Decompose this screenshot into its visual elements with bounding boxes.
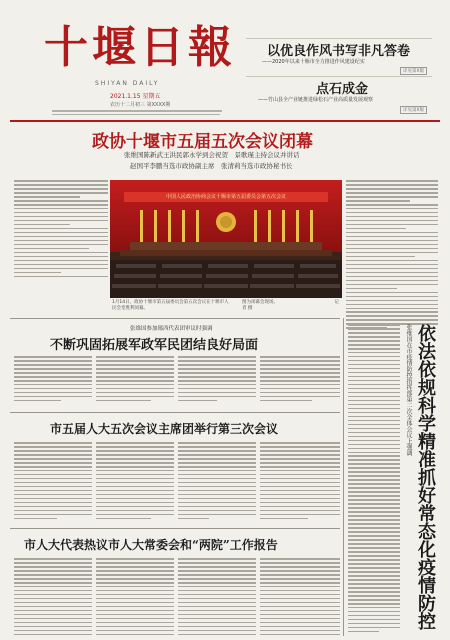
story4-body-col4 [260,558,340,638]
lead-photo-caption-left: 1月14日，政协十堰市第五届委员会第五次会议在十堰市人民会堂胜利闭幕。 [112,300,229,311]
ear-1-title: 以优良作风书写非凡答卷 [267,44,411,59]
ear-2-subtitle: ——竹山县全产业链推进绿松石产业高质量发展观察 [258,97,374,103]
photo-banner-text: 中国人民政治协商会议十堰市第五届委员会第五次会议 [165,194,286,200]
lead-headline: 政协十堰市五届五次会议闭幕 [92,132,313,152]
masthead-pinyin: SHIYAN DAILY [95,80,160,87]
story2-kicker: 张维国参加郧西代表团审议时强调 [130,326,213,332]
vertical-story-kicker: 张维国在市疫情防控指挥部第二次全体会议上强调 [405,324,412,456]
lead-body-left [14,180,108,280]
story2-body-col4 [260,356,340,404]
story3-body-col2 [96,442,174,522]
masthead-date: 2021.1.15 星期五 [110,93,161,100]
ear-2-title: 点石成金 [316,82,369,97]
section-divider-1 [10,318,340,319]
story4-body-col1 [14,558,92,638]
story3-body-col1 [14,442,92,522]
ear-divider-middle [246,76,432,77]
vertical-story-divider [343,318,344,636]
lead-photo-caption-right: 图为闭幕会现场。 记者 摄 [242,300,339,311]
story2-headline: 不断巩固拓展军政军民团结良好局面 [50,338,259,353]
lead-photo [110,180,342,298]
ear-1-subtitle: ——2020年以来十堰市全力推进作风建设纪实 [262,59,365,65]
section-divider-2 [10,412,340,413]
ear-1-tag: 详见第X版 [400,67,427,75]
masthead-issue: 农历十二月初三 第XXXX期 [110,102,171,108]
masthead-title: 十堰日報 [44,22,236,73]
story4-headline: 市人大代表热议市人大常委会和“两院”工作报告 [24,538,278,552]
section-divider-3 [10,528,340,529]
story4-body-col3 [178,558,256,638]
vertical-story-headline: 依法依规科学精准抓好常态化疫情防控 [415,324,436,630]
story3-body-col4 [260,442,340,522]
lead-subhead-1: 张维国陈新武王洪民郭永学到会祝贺 景歌瑾主持会议并讲话 [124,151,300,159]
lead-subhead-2: 赵国平李鹏当选市政协副主席 张清莉当选市政协秘书长 [130,162,293,170]
story4-body-col2 [96,558,174,638]
ear-2-tag: 详见第X版 [400,106,427,114]
vertical-story-body [348,324,400,635]
story2-body-col3 [178,356,256,404]
ear-divider-top [246,38,432,39]
masthead-fine-print [52,108,224,120]
story2-body-col2 [96,356,174,404]
story2-body-col1 [14,356,92,404]
lead-body-right [346,180,438,331]
masthead-rule [10,120,440,122]
story3-body-col3 [178,442,256,522]
story3-headline: 市五届人大五次会议主席团举行第三次会议 [50,422,279,436]
